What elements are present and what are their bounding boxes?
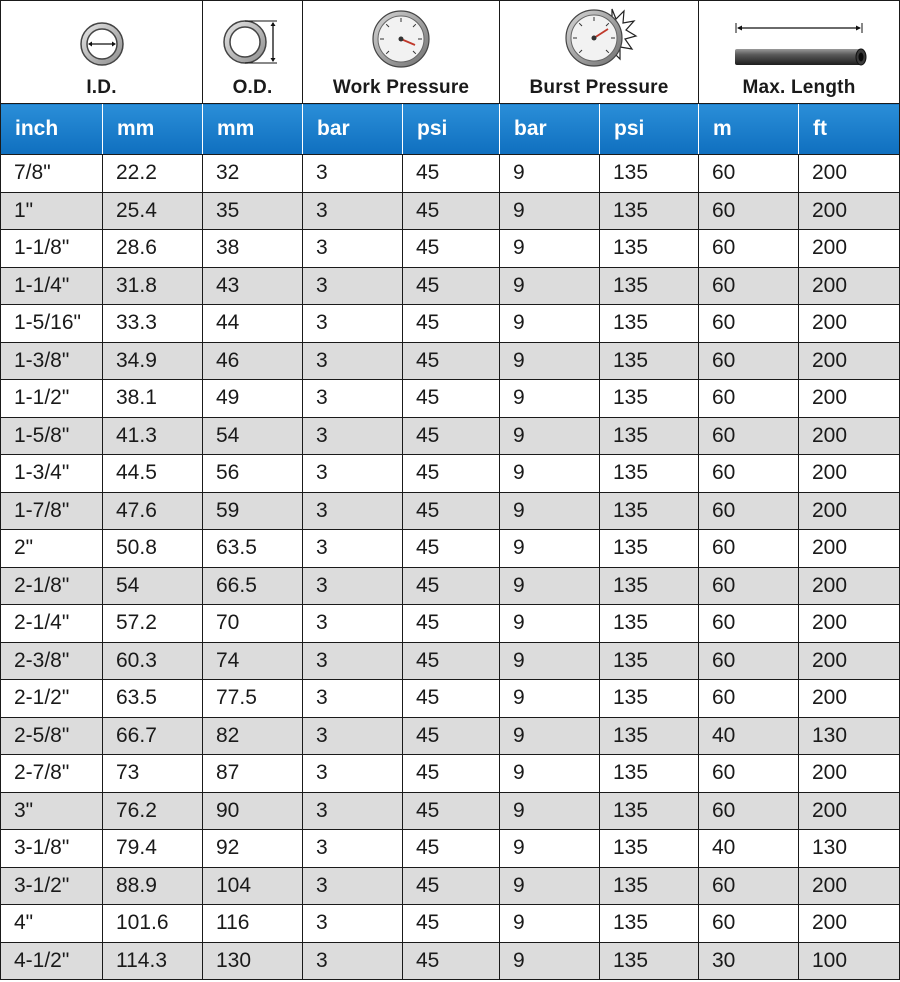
cell-work-psi: 45 xyxy=(403,230,500,268)
cell-work-psi: 45 xyxy=(403,830,500,868)
cell-burst-psi: 135 xyxy=(600,530,699,568)
cell-id-inch: 1-3/8" xyxy=(1,342,103,380)
cell-length-ft: 200 xyxy=(799,755,900,793)
cell-burst-psi: 135 xyxy=(600,492,699,530)
cell-burst-psi: 135 xyxy=(600,192,699,230)
cell-burst-bar: 9 xyxy=(500,192,600,230)
cell-burst-bar: 9 xyxy=(500,567,600,605)
cell-burst-psi: 135 xyxy=(600,267,699,305)
cell-burst-bar: 9 xyxy=(500,905,600,943)
table-row xyxy=(1,230,900,268)
cell-work-bar: 3 xyxy=(303,380,403,418)
burst-gauge-icon xyxy=(560,5,638,69)
cell-work-bar: 3 xyxy=(303,492,403,530)
cell-burst-bar: 9 xyxy=(500,305,600,343)
cell-work-psi: 45 xyxy=(403,867,500,905)
cell-od-mm: 44 xyxy=(203,305,303,343)
cell-length-ft: 200 xyxy=(799,905,900,943)
hose-length-icon xyxy=(729,19,869,69)
cell-work-bar: 3 xyxy=(303,455,403,493)
cell-burst-bar: 9 xyxy=(500,417,600,455)
table-row xyxy=(1,717,900,755)
unit-header-work-bar: bar xyxy=(303,104,403,155)
cell-work-bar: 3 xyxy=(303,305,403,343)
cell-work-psi: 45 xyxy=(403,530,500,568)
spec-table-body xyxy=(1,155,900,980)
cell-work-psi: 45 xyxy=(403,680,500,718)
cell-length-ft: 200 xyxy=(799,567,900,605)
cell-od-mm: 90 xyxy=(203,792,303,830)
cell-od-mm: 82 xyxy=(203,717,303,755)
cell-od-mm: 46 xyxy=(203,342,303,380)
cell-id-mm: 54 xyxy=(103,567,203,605)
cell-burst-psi: 135 xyxy=(600,830,699,868)
table-row xyxy=(1,942,900,980)
cell-work-bar: 3 xyxy=(303,417,403,455)
cell-length-ft: 100 xyxy=(799,942,900,980)
cell-od-mm: 54 xyxy=(203,417,303,455)
cell-od-mm: 66.5 xyxy=(203,567,303,605)
cell-id-inch: 3" xyxy=(1,792,103,830)
cell-id-inch: 7/8" xyxy=(1,155,103,193)
table-row xyxy=(1,905,900,943)
group-header-od xyxy=(203,1,303,104)
cell-work-bar: 3 xyxy=(303,192,403,230)
cell-length-m: 40 xyxy=(699,830,799,868)
unit-header-od-mm: mm xyxy=(203,104,303,155)
cell-id-inch: 1-3/4" xyxy=(1,455,103,493)
cell-od-mm: 49 xyxy=(203,380,303,418)
cell-od-mm: 63.5 xyxy=(203,530,303,568)
cell-work-bar: 3 xyxy=(303,867,403,905)
table-row xyxy=(1,755,900,793)
cell-work-psi: 45 xyxy=(403,155,500,193)
cell-length-m: 60 xyxy=(699,605,799,643)
cell-od-mm: 35 xyxy=(203,192,303,230)
cell-id-mm: 25.4 xyxy=(103,192,203,230)
cell-id-mm: 33.3 xyxy=(103,305,203,343)
cell-id-mm: 60.3 xyxy=(103,642,203,680)
cell-work-psi: 45 xyxy=(403,192,500,230)
cell-burst-psi: 135 xyxy=(600,342,699,380)
cell-od-mm: 104 xyxy=(203,867,303,905)
cell-id-inch: 1-1/4" xyxy=(1,267,103,305)
cell-length-ft: 200 xyxy=(799,492,900,530)
cell-id-mm: 34.9 xyxy=(103,342,203,380)
pressure-gauge-icon xyxy=(371,9,431,69)
inner-diameter-ring-icon xyxy=(77,19,127,69)
cell-length-ft: 200 xyxy=(799,155,900,193)
cell-length-m: 60 xyxy=(699,455,799,493)
cell-length-ft: 200 xyxy=(799,680,900,718)
group-label-od: O.D. xyxy=(232,77,273,98)
table-row xyxy=(1,492,900,530)
cell-length-m: 60 xyxy=(699,680,799,718)
cell-id-inch: 3-1/8" xyxy=(1,830,103,868)
cell-work-bar: 3 xyxy=(303,155,403,193)
group-header-id xyxy=(1,1,203,104)
cell-burst-psi: 135 xyxy=(600,792,699,830)
cell-burst-psi: 135 xyxy=(600,230,699,268)
cell-id-inch: 2-1/2" xyxy=(1,680,103,718)
cell-length-ft: 200 xyxy=(799,230,900,268)
cell-length-ft: 200 xyxy=(799,530,900,568)
cell-length-m: 60 xyxy=(699,342,799,380)
outer-diameter-ring-icon xyxy=(221,15,285,69)
cell-work-psi: 45 xyxy=(403,305,500,343)
cell-id-mm: 79.4 xyxy=(103,830,203,868)
cell-length-ft: 130 xyxy=(799,717,900,755)
cell-burst-bar: 9 xyxy=(500,642,600,680)
group-header-burst-pressure xyxy=(500,1,699,104)
cell-burst-bar: 9 xyxy=(500,680,600,718)
cell-id-mm: 44.5 xyxy=(103,455,203,493)
cell-length-m: 60 xyxy=(699,567,799,605)
table-row xyxy=(1,867,900,905)
cell-burst-psi: 135 xyxy=(600,642,699,680)
cell-work-bar: 3 xyxy=(303,680,403,718)
cell-id-inch: 1-7/8" xyxy=(1,492,103,530)
unit-header-work-psi: psi xyxy=(403,104,500,155)
cell-burst-psi: 135 xyxy=(600,680,699,718)
cell-length-ft: 200 xyxy=(799,867,900,905)
cell-work-bar: 3 xyxy=(303,905,403,943)
cell-id-inch: 1-1/2" xyxy=(1,380,103,418)
group-label-burst-pressure: Burst Pressure xyxy=(529,77,669,98)
cell-id-mm: 76.2 xyxy=(103,792,203,830)
cell-burst-bar: 9 xyxy=(500,530,600,568)
cell-id-mm: 73 xyxy=(103,755,203,793)
cell-burst-psi: 135 xyxy=(600,417,699,455)
cell-length-ft: 200 xyxy=(799,417,900,455)
cell-work-bar: 3 xyxy=(303,605,403,643)
cell-id-mm: 66.7 xyxy=(103,717,203,755)
cell-work-psi: 45 xyxy=(403,642,500,680)
cell-length-m: 30 xyxy=(699,942,799,980)
cell-work-bar: 3 xyxy=(303,267,403,305)
cell-id-inch: 2-5/8" xyxy=(1,717,103,755)
table-row xyxy=(1,642,900,680)
cell-length-ft: 200 xyxy=(799,455,900,493)
cell-burst-bar: 9 xyxy=(500,492,600,530)
cell-od-mm: 87 xyxy=(203,755,303,793)
cell-id-mm: 28.6 xyxy=(103,230,203,268)
group-header-work-pressure xyxy=(303,1,500,104)
cell-id-mm: 41.3 xyxy=(103,417,203,455)
cell-work-psi: 45 xyxy=(403,755,500,793)
cell-id-mm: 47.6 xyxy=(103,492,203,530)
cell-burst-psi: 135 xyxy=(600,942,699,980)
cell-od-mm: 74 xyxy=(203,642,303,680)
cell-work-bar: 3 xyxy=(303,717,403,755)
cell-length-ft: 200 xyxy=(799,605,900,643)
cell-work-psi: 45 xyxy=(403,417,500,455)
cell-od-mm: 32 xyxy=(203,155,303,193)
cell-length-ft: 200 xyxy=(799,642,900,680)
cell-work-psi: 45 xyxy=(403,717,500,755)
cell-work-bar: 3 xyxy=(303,755,403,793)
cell-burst-psi: 135 xyxy=(600,755,699,793)
unit-header-id-mm: mm xyxy=(103,104,203,155)
cell-id-mm: 22.2 xyxy=(103,155,203,193)
cell-work-bar: 3 xyxy=(303,830,403,868)
group-label-work-pressure: Work Pressure xyxy=(332,77,470,98)
cell-burst-bar: 9 xyxy=(500,380,600,418)
cell-length-m: 60 xyxy=(699,417,799,455)
cell-work-psi: 45 xyxy=(403,380,500,418)
cell-work-psi: 45 xyxy=(403,492,500,530)
table-row xyxy=(1,417,900,455)
cell-id-inch: 1-5/8" xyxy=(1,417,103,455)
cell-length-m: 60 xyxy=(699,867,799,905)
cell-length-m: 60 xyxy=(699,267,799,305)
cell-length-m: 60 xyxy=(699,155,799,193)
cell-length-ft: 130 xyxy=(799,830,900,868)
cell-id-mm: 31.8 xyxy=(103,267,203,305)
table-row xyxy=(1,342,900,380)
table-row xyxy=(1,267,900,305)
cell-burst-psi: 135 xyxy=(600,717,699,755)
group-label-id: I.D. xyxy=(86,77,117,98)
table-row xyxy=(1,567,900,605)
cell-burst-bar: 9 xyxy=(500,267,600,305)
cell-length-m: 60 xyxy=(699,380,799,418)
cell-work-bar: 3 xyxy=(303,230,403,268)
cell-work-bar: 3 xyxy=(303,642,403,680)
cell-id-inch: 2-7/8" xyxy=(1,755,103,793)
cell-burst-psi: 135 xyxy=(600,455,699,493)
group-header-max-length xyxy=(699,1,900,104)
cell-length-m: 60 xyxy=(699,905,799,943)
cell-id-inch: 2" xyxy=(1,530,103,568)
cell-id-mm: 50.8 xyxy=(103,530,203,568)
unit-header-row xyxy=(1,104,900,155)
cell-length-m: 60 xyxy=(699,192,799,230)
cell-id-inch: 4" xyxy=(1,905,103,943)
cell-burst-bar: 9 xyxy=(500,155,600,193)
unit-header-length-m: m xyxy=(699,104,799,155)
cell-work-psi: 45 xyxy=(403,267,500,305)
cell-work-bar: 3 xyxy=(303,942,403,980)
unit-header-burst-bar: bar xyxy=(500,104,600,155)
cell-length-m: 60 xyxy=(699,492,799,530)
table-row xyxy=(1,605,900,643)
cell-id-mm: 101.6 xyxy=(103,905,203,943)
table-row xyxy=(1,455,900,493)
cell-burst-psi: 135 xyxy=(600,155,699,193)
cell-id-inch: 4-1/2" xyxy=(1,942,103,980)
cell-od-mm: 130 xyxy=(203,942,303,980)
table-row xyxy=(1,680,900,718)
cell-length-ft: 200 xyxy=(799,192,900,230)
table-row xyxy=(1,305,900,343)
cell-length-m: 40 xyxy=(699,717,799,755)
cell-id-mm: 88.9 xyxy=(103,867,203,905)
cell-id-inch: 2-3/8" xyxy=(1,642,103,680)
cell-work-psi: 45 xyxy=(403,942,500,980)
cell-work-bar: 3 xyxy=(303,567,403,605)
cell-length-m: 60 xyxy=(699,755,799,793)
cell-od-mm: 56 xyxy=(203,455,303,493)
cell-burst-bar: 9 xyxy=(500,867,600,905)
cell-work-bar: 3 xyxy=(303,792,403,830)
cell-od-mm: 43 xyxy=(203,267,303,305)
group-label-max-length: Max. Length xyxy=(742,77,856,98)
cell-burst-psi: 135 xyxy=(600,867,699,905)
cell-work-psi: 45 xyxy=(403,905,500,943)
unit-header-id-inch: inch xyxy=(1,104,103,155)
table-row xyxy=(1,530,900,568)
cell-length-ft: 200 xyxy=(799,792,900,830)
cell-burst-bar: 9 xyxy=(500,605,600,643)
unit-header-length-ft: ft xyxy=(799,104,900,155)
cell-work-psi: 45 xyxy=(403,455,500,493)
cell-id-mm: 38.1 xyxy=(103,380,203,418)
cell-burst-bar: 9 xyxy=(500,792,600,830)
cell-length-m: 60 xyxy=(699,530,799,568)
cell-burst-bar: 9 xyxy=(500,830,600,868)
cell-id-inch: 3-1/2" xyxy=(1,867,103,905)
cell-id-mm: 63.5 xyxy=(103,680,203,718)
cell-od-mm: 59 xyxy=(203,492,303,530)
cell-length-ft: 200 xyxy=(799,342,900,380)
cell-burst-psi: 135 xyxy=(600,605,699,643)
cell-id-mm: 114.3 xyxy=(103,942,203,980)
cell-burst-psi: 135 xyxy=(600,905,699,943)
cell-work-psi: 45 xyxy=(403,567,500,605)
cell-burst-psi: 135 xyxy=(600,305,699,343)
cell-od-mm: 70 xyxy=(203,605,303,643)
cell-work-psi: 45 xyxy=(403,342,500,380)
cell-od-mm: 77.5 xyxy=(203,680,303,718)
cell-id-mm: 57.2 xyxy=(103,605,203,643)
cell-length-m: 60 xyxy=(699,305,799,343)
cell-id-inch: 2-1/8" xyxy=(1,567,103,605)
cell-burst-bar: 9 xyxy=(500,342,600,380)
cell-burst-bar: 9 xyxy=(500,230,600,268)
table-row xyxy=(1,192,900,230)
unit-header-burst-psi: psi xyxy=(600,104,699,155)
cell-od-mm: 92 xyxy=(203,830,303,868)
cell-length-ft: 200 xyxy=(799,380,900,418)
cell-work-bar: 3 xyxy=(303,530,403,568)
cell-od-mm: 116 xyxy=(203,905,303,943)
cell-id-inch: 2-1/4" xyxy=(1,605,103,643)
cell-burst-psi: 135 xyxy=(600,567,699,605)
group-header-row xyxy=(1,1,900,104)
cell-length-ft: 200 xyxy=(799,305,900,343)
cell-work-psi: 45 xyxy=(403,792,500,830)
cell-burst-bar: 9 xyxy=(500,717,600,755)
cell-burst-bar: 9 xyxy=(500,455,600,493)
cell-work-psi: 45 xyxy=(403,605,500,643)
table-row xyxy=(1,830,900,868)
cell-id-inch: 1" xyxy=(1,192,103,230)
cell-length-m: 60 xyxy=(699,642,799,680)
cell-burst-psi: 135 xyxy=(600,380,699,418)
cell-burst-bar: 9 xyxy=(500,755,600,793)
cell-id-inch: 1-5/16" xyxy=(1,305,103,343)
cell-id-inch: 1-1/8" xyxy=(1,230,103,268)
cell-length-m: 60 xyxy=(699,230,799,268)
cell-work-bar: 3 xyxy=(303,342,403,380)
table-row xyxy=(1,380,900,418)
table-row xyxy=(1,155,900,193)
cell-burst-bar: 9 xyxy=(500,942,600,980)
cell-length-ft: 200 xyxy=(799,267,900,305)
table-row xyxy=(1,792,900,830)
cell-od-mm: 38 xyxy=(203,230,303,268)
cell-length-m: 60 xyxy=(699,792,799,830)
